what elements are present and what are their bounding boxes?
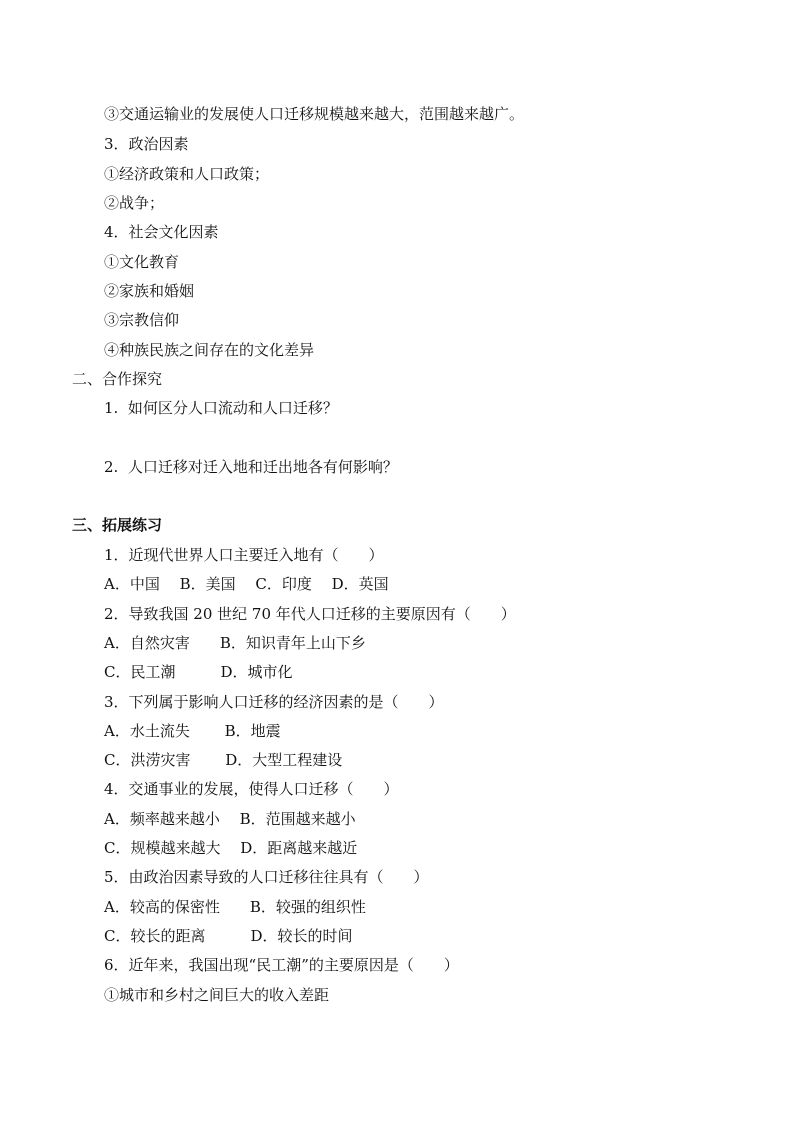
cooperation-question: 1. 如何区分人口流动和人口迁移？ [104,399,338,417]
exercise-options: A．中国 B．美国 C．印度 D．英国 [104,575,389,593]
exercise-question: 5．由政治因素导致的人口迁移往往具有（ ） [104,868,429,886]
transport-point-3: ③交通运输业的发展使人口迁移规模越来越大，范围越来越广。 [104,105,525,123]
exercise-options: A．自然灾害 B．知识青年上山下乡 [104,634,366,652]
political-item: ②战争； [104,194,165,212]
cooperation-section-title: 二、合作探究 [72,370,163,388]
exercise-options: C．规模越来越大 D．距离越来越近 [104,839,358,857]
exercise-question: 6．近年来，我国出现“民工潮”的主要原因是（ ） [104,956,459,974]
exercises-section-title: 三、拓展练习 [72,516,163,534]
exercise-options: A．较高的保密性 B．较强的组织性 [104,898,366,916]
exercise-options: C．较长的距离 D．较长的时间 [104,927,353,945]
social-item: ③宗教信仰 [104,311,180,329]
exercise-options: A．频率越来越小 B．范围越来越小 [104,810,356,828]
exercise-question: 1．近现代世界人口主要迁入地有（ ） [104,546,384,564]
exercise-options: ①城市和乡村之间巨大的收入差距 [104,986,330,1004]
exercise-question: 2．导致我国 20 世纪 70 年代人口迁移的主要原因有（ ） [104,605,516,623]
exercise-question: 4．交通事业的发展，使得人口迁移（ ） [104,780,399,798]
exercise-options: A．水土流失 B．地震 [104,722,281,740]
social-item: ④种族民族之间存在的文化差异 [104,341,315,359]
social-item: ①文化教育 [104,253,180,271]
exercise-options: C．洪涝灾害 D．大型工程建设 [104,751,343,769]
social-item: ②家族和婚姻 [104,282,195,300]
exercise-question: 3．下列属于影响人口迁移的经济因素的是（ ） [104,693,444,711]
cooperation-question: 2. 人口迁移对迁入地和迁出地各有何影响？ [104,458,398,476]
exercise-options: C．民工潮 D．城市化 [104,663,293,681]
social-factors-title: 4．社会文化因素 [104,223,219,241]
political-item: ①经济政策和人口政策； [104,165,270,183]
political-factors-title: 3．政治因素 [104,135,189,153]
